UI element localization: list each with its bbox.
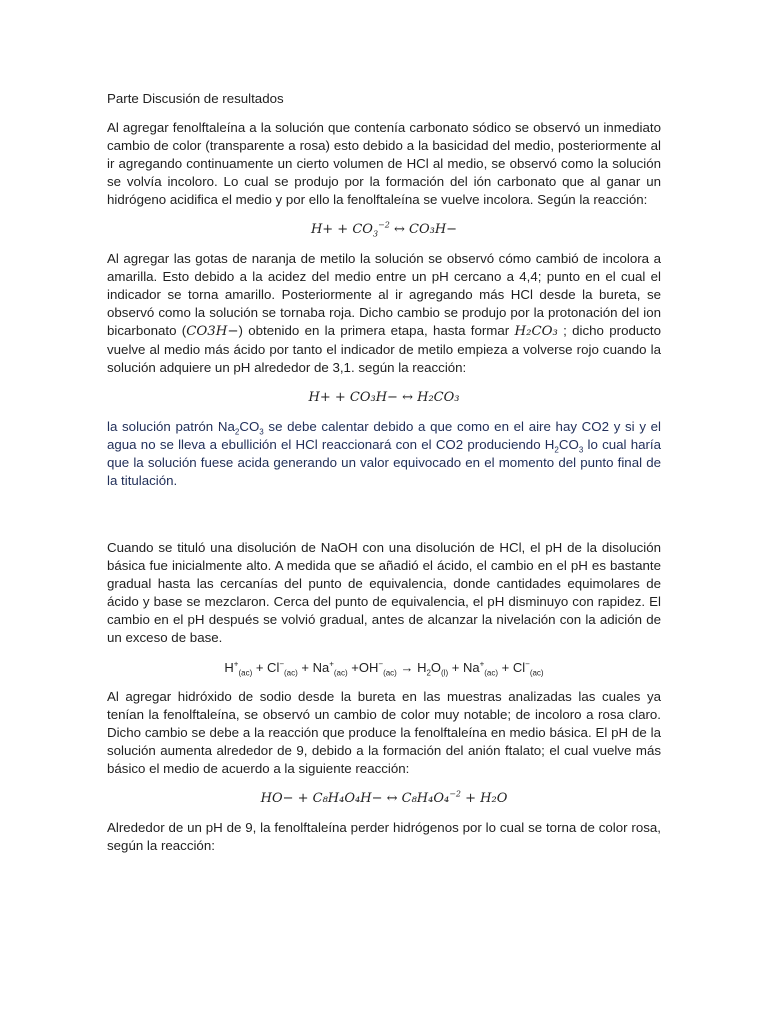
spacer [107, 501, 661, 539]
paragraph-ph9-phenolphthalein: Alrededor de un pH de 9, la fenolftaleína perder hidrógenos por lo cual se torna de color rosa, según la reacción: [107, 820, 661, 853]
equation-neutralization: $H^+_{(ac)} + Cl^-_{(ac)} + Na^+_{(ac)} +OH^-_{(ac)} \to H_2O_{(l)} + Na^+_{(ac)} + Cl^-_{(ac)}$ [224, 659, 544, 678]
paragraph-naoh-hcl-titration: Cuando se tituló una disolución de NaOH con una disolución de HCl, el pH de la disolución básica fue inicialmente alto. A medida que se añadió el ácido, el cambio en el pH es bastante gradual hasta las cercanías del punto de equivalencia, donde cantidades equimolares de ácido y base se mezclaron. Cerca del punto de equivalencia, el pH disminuyo con rapidez. El cambio en el pH después se volvió gradual, antes de alcanzar la nivelación con la adición de un exceso de base. [107, 540, 661, 645]
paragraph-phenolphthalein-carbonate: Al agregar fenolftaleína a la solución que contenía carbonato sódico se observó un inmediato cambio de color (transparente a rosa) esto debido a la basicidad del medio, posteriormente al ir agregando continuamente un cierto volumen de HCl al medio, se observó como la solución se volvía incoloro. Lo cual se produjo por la formación del ión carbonato que al ganar un hidrógeno acidifica el medio y por ello la fenolftaleína se vuelve incolora. Según la reacción: [107, 120, 661, 207]
equation-carbonate-protonation: $H+ + CO_3^{-2}$ ↔ CO₃H− [310, 220, 458, 239]
paragraph-standard-solution: la solución patrón $Na_2CO_3$ se debe calentar debido a que como en el aire hay CO2 y si y el agua no se lleva a ebullición el HCl reaccionará con el CO2 produciendo $H_2CO_3$ lo cual haría que la solución fuese acida generando un valor equivocado en el momento del punto final de la titulación. [107, 419, 662, 488]
paragraph-methyl-orange: Al agregar las gotas de naranja de metilo la solución se observó cómo cambió de incolora a amarilla. Esto debido a la acidez del medio entre un pH cercano a 4,4; punto en el cual el indicador se torna amarillo. Posteriormente al ir agregando más HCl desde la bureta, se observó como la solución se tornaba roja. Dicho cambio se produjo por la protonación del ion bicarbonato (CO3H−) obtenido en la primera etapa, hasta formar H₂CO₃ ; dicho producto vuelve al medio más ácido por tanto el indicador de metilo empieza a volverse rojo cuando la solución adquiere un pH alrededor de 3,1. según la reacción: [107, 251, 661, 375]
equation-phthalate-formation: HO− + C₈H₄O₄H− ↔ C₈H₄O₄$^{-2}$ + H₂O [260, 789, 508, 806]
section-heading: Parte Discusión de resultados [107, 91, 284, 106]
equation-bicarbonate-protonation: H+ + CO₃H− ↔ H₂CO₃ [308, 390, 460, 405]
paragraph-naoh-phenolphthalein: Al agregar hidróxido de sodio desde la bureta en las muestras analizadas las cuales ya tenían la fenolftaleína, se observó un cambio de color muy notable; de incoloro a rosa claro. Dicho cambio se debe a la reacción que produce la fenolftaleína en medio básica. El pH de la solución aumenta alrededor de 9, debido a la formación del anión ftalato; el cual vuelve más básico el medio de acuerdo a la siguiente reacción: [107, 689, 661, 776]
document-page [107, 90, 661, 866]
